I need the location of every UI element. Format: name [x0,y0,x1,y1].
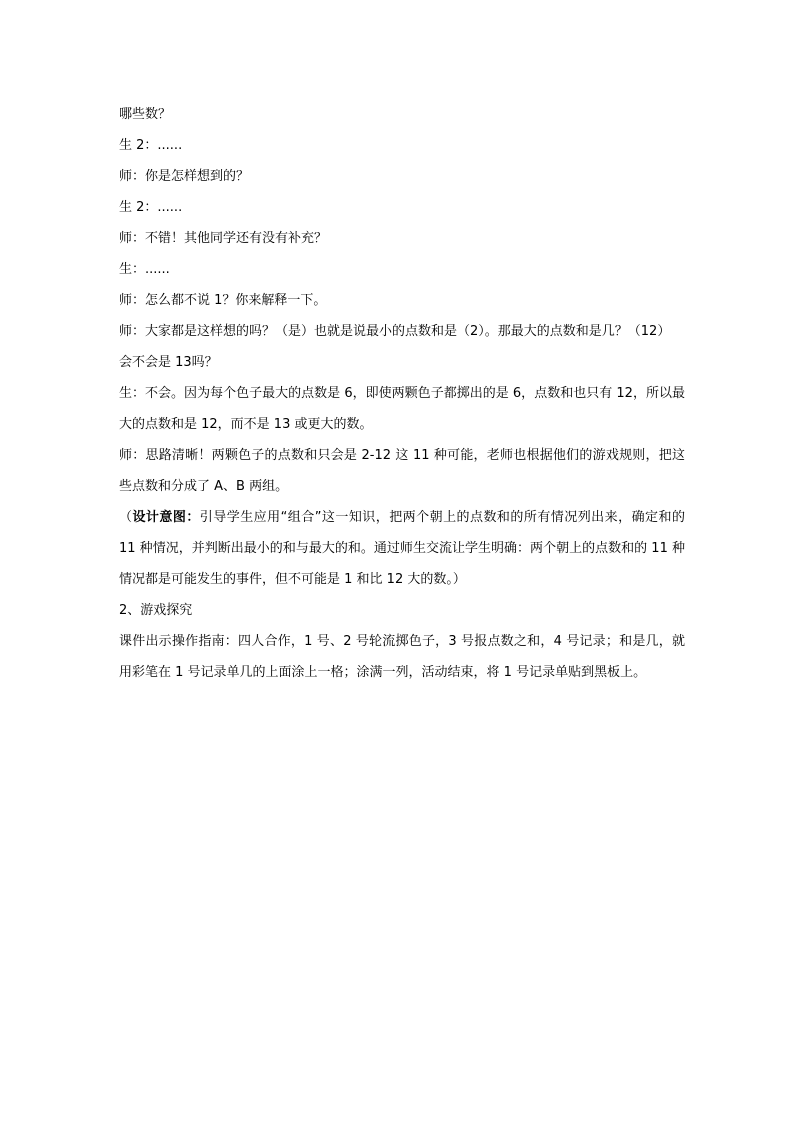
paragraph-teacher-supplement: 师：不错！其他同学还有没有补充？ [119,231,328,246]
paragraph-teacher-min-max: 师：大家都是这样想的吗？（是）也就是说最小的点数和是（2）。那最大的点数和是几？（12） [119,324,671,339]
design-intent-open-paren: （ [119,510,133,525]
design-intent-text: 引导学生应用“组合”这一知识，把两个朝上的点数和的所有情况列出来，确定和的 11 种情况，并判断出最小的和与最大的和。通过师生交流让学生明确：两个朝上的点数和的 11 种情况都是可能发生的事件，但不可能是 1 和比 12 大的数。） [119,510,685,587]
document-body [119,99,685,688]
paragraph-design-intent [119,502,685,595]
paragraph-instructions: 课件出示操作指南：四人合作，1 号、2 号轮流掷色子，3 号报点数之和，4 号记录；和是几，就用彩笔在 1 号记录单几的上面涂上一格；涂满一列，活动结束，将 1 号记录单贴到黑板上。 [119,634,685,680]
section-heading: 2、游戏探究 [119,603,193,618]
paragraph-student-reply: 生：...... [119,262,170,277]
paragraph-could-be-13: 会不会是 13吗？ [119,355,218,370]
paragraph-student2-reply: 生 2：...... [119,138,183,153]
paragraph-teacher-how: 师：你是怎样想到的？ [119,169,250,184]
paragraph-question-end: 哪些数？ [119,107,172,122]
paragraph-teacher-clear: 师：思路清晰！两颗色子的点数和只会是 2-12 这 11 种可能，老师也根据他们的游戏规则，把这些点数和分成了 A、B 两组。 [119,448,685,494]
design-intent-label: 设计意图 [132,510,187,525]
paragraph-student2-reply-2: 生 2：...... [119,200,183,215]
paragraph-student-no: 生：不会。因为每个色子最大的点数是 6，即使两颗色子都掷出的是 6，点数和也只有 12，所以最大的点数和是 12，而不是 13 或更大的数。 [119,386,685,432]
design-intent-colon: ： [186,510,200,525]
paragraph-teacher-explain: 师：怎么都不说 1？你来解释一下。 [119,293,327,308]
